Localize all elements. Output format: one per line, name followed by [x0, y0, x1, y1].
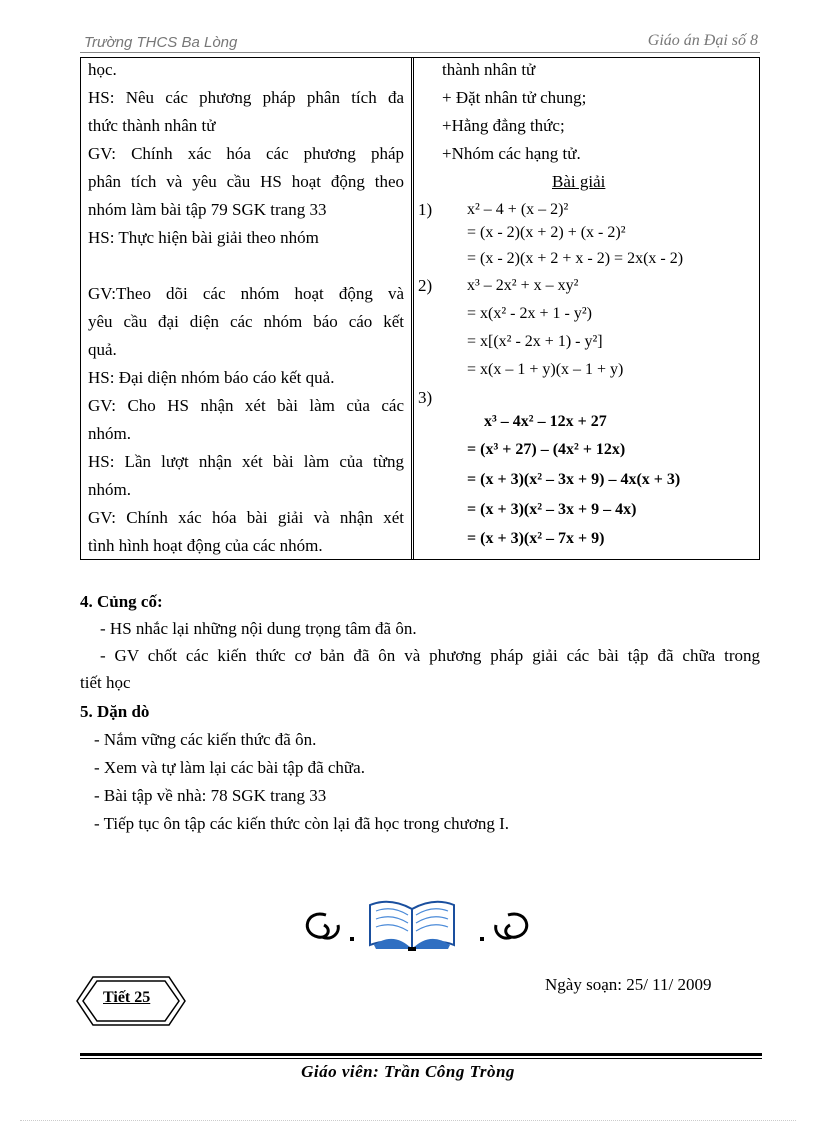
column-divider [413, 58, 414, 559]
activity-line: nhóm làm bài tập 79 SGK trang 33 [88, 200, 327, 219]
activity-line: GV: Cho HS nhận xét bài làm của các [88, 396, 404, 415]
page-bottom-border [20, 1120, 796, 1121]
math-line: x² – 4 + (x – 2)² [467, 201, 569, 218]
section-line: - Tiếp tục ôn tập các kiến thức còn lại đã học trong chương I. [94, 814, 510, 833]
math-line: = (x + 3)(x² – 3x + 9) – 4x(x + 3) [467, 471, 681, 488]
column-divider [411, 58, 412, 559]
lesson-table [80, 57, 760, 560]
footer-rule [80, 1053, 762, 1056]
exercise-label: 1) [418, 200, 433, 219]
section-line: - HS nhắc lại những nội dung trọng tâm đã ôn. [100, 619, 417, 638]
prep-date: Ngày soạn: 25/ 11/ 2009 [545, 975, 712, 994]
math-line: = x(x² - 2x + 1 - y²) [467, 305, 592, 322]
activity-line: thức thành nhân tử [88, 116, 216, 135]
math-line: = (x + 3)(x² – 3x + 9 – 4x) [467, 501, 637, 518]
activity-line: học. [88, 60, 117, 79]
activity-line: HS: Thực hiện bài giải theo nhóm [88, 228, 319, 247]
page-header [80, 32, 760, 53]
activity-line: nhóm. [88, 424, 131, 443]
footer-rule [80, 1058, 762, 1059]
section-title: 4. Củng cố: [80, 592, 163, 611]
method-line: +Hằng đẳng thức; [442, 116, 565, 135]
exercise-label: 3) [418, 388, 433, 407]
activity-line: tình hình hoạt động của các nhóm. [88, 536, 323, 555]
section-line: - Nắm vững các kiến thức đã ôn. [94, 730, 317, 749]
activity-line: quả. [88, 340, 117, 359]
activity-line: phân tích và yêu cầu HS hoạt động theo [88, 172, 404, 191]
exercise-label: 2) [418, 276, 433, 295]
activity-line: HS: Lần lượt nhận xét bài làm của từng [88, 452, 404, 471]
method-line: + Đặt nhân tử chung; [442, 88, 587, 107]
section-line: - Xem và tự làm lại các bài tập đã chữa. [94, 758, 365, 777]
subject-title: Giáo án Đại số 8 [647, 32, 758, 49]
math-line: = x(x – 1 + y)(x – 1 + y) [467, 361, 624, 378]
section-title: 5. Dặn dò [80, 702, 150, 721]
section-line: tiết học [80, 673, 131, 692]
math-line: = x[(x² - 2x + 1) - y²] [467, 333, 603, 350]
lesson-number: Tiết 25 [103, 989, 151, 1006]
math-line: = (x + 3)(x² – 7x + 9) [467, 530, 605, 547]
math-line: = (x³ + 27) – (4x² + 12x) [467, 441, 626, 458]
math-line: = (x - 2)(x + 2 + x - 2) = 2x(x - 2) [467, 250, 684, 267]
section-line: - Bài tập về nhà: 78 SGK trang 33 [94, 786, 327, 805]
activity-line: yêu cầu đại diện các nhóm báo cáo kết [88, 312, 404, 331]
activity-line: GV:Theo dõi các nhóm hoạt động và [88, 284, 404, 303]
activity-line: HS: Nêu các phương pháp phân tích đa [88, 88, 404, 107]
math-line: x³ – 4x² – 12x + 27 [484, 413, 607, 430]
activity-line: HS: Đại diện nhóm báo cáo kết quả. [88, 368, 335, 387]
solution-title: Bài giải [552, 172, 606, 191]
math-line: = (x - 2)(x + 2) + (x - 2)² [467, 224, 626, 241]
activity-line: GV: Chính xác hóa các phương pháp [88, 144, 404, 163]
section-line: - GV chốt các kiến thức cơ bản đã ôn và phương pháp giải các bài tập đã chữa trong [100, 646, 760, 665]
book-ornament-icon [298, 895, 538, 955]
school-name: Trường THCS Ba Lòng [84, 34, 238, 51]
math-line: x³ – 2x² + x – xy² [467, 277, 579, 294]
method-line: +Nhóm các hạng tử. [442, 144, 581, 163]
teacher-name: Giáo viên: Trần Công Tròng [301, 1062, 515, 1081]
activity-line: nhóm. [88, 480, 131, 499]
method-line: thành nhân tử [442, 60, 536, 79]
activity-line: GV: Chính xác hóa bài giải và nhận xét [88, 508, 404, 527]
